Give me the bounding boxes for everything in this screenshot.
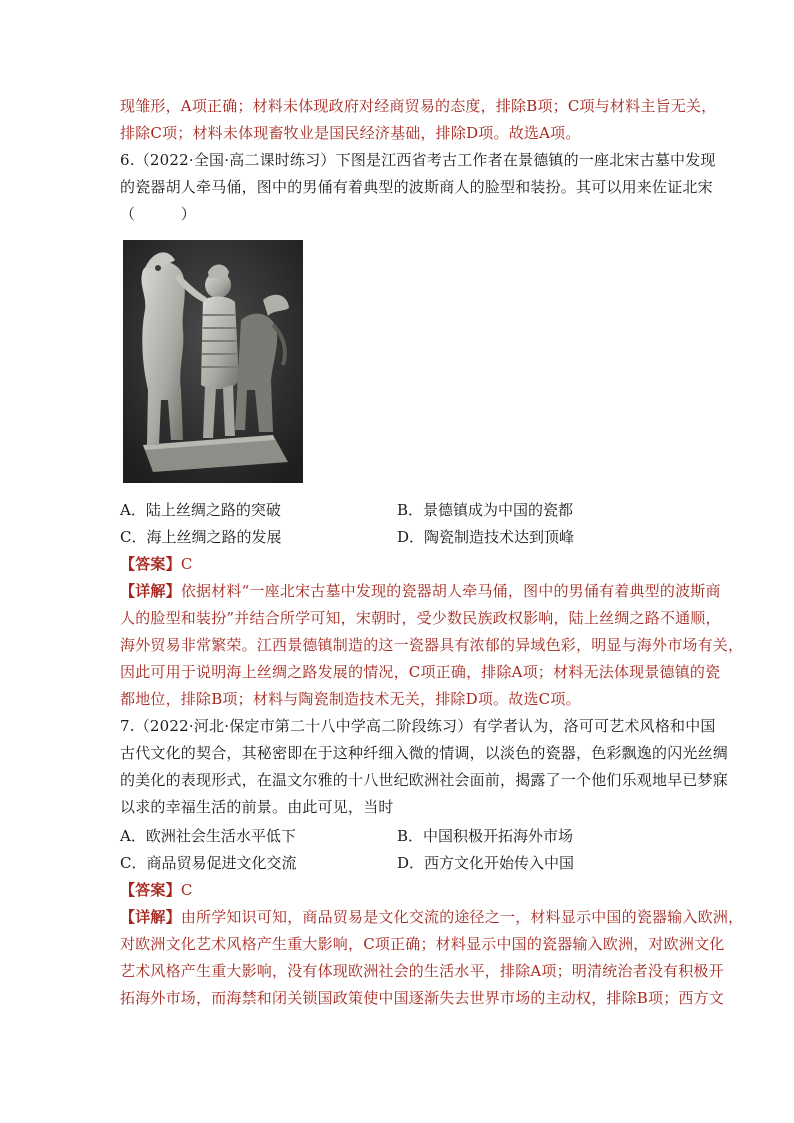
question-7-detail-line-4: 拓海外市场，而海禁和闭关锁国政策使中国逐渐失去世界市场的主动权，排除B项；西方文 [120,989,725,1007]
question-6-stem-line-1: 6.（2022·全国·高二课时练习）下图是江西省考古工作者在景德镇的一座北宋古墓中发现 [120,151,716,169]
question-7-detail-line-3: 艺术风格产生重大影响，没有体现欧洲社会的生活水平，排除A项；明清统治者没有积极开 [120,962,724,980]
question-6-detail-line-5: 都地位，排除B项；材料与陶瓷制造技术无关，排除D项。故选C项。 [120,690,581,708]
question-6-stem-line-2: 的瓷器胡人牵马俑，图中的男俑有着典型的波斯商人的脸型和装扮。其可以用来佐证北宋 [120,178,713,196]
question-7-stem-line-1: 7.（2022·河北·保定市第二十八中学高二阶段练习）有学者认为，洛可可艺术风格和中国 [120,717,716,735]
question-7-stem-line-3: 的美化的表现形式，在温文尔雅的十八世纪欧洲社会面前，揭露了一个他们乐观地早已梦寐 [120,771,729,789]
question-7-option-b: B．中国积极开拓海外市场 [397,827,574,845]
question-6-option-b: B．景德镇成为中国的瓷都 [397,501,574,519]
question-6-answer [120,551,680,578]
answer-label: 【答案】 [120,555,181,573]
detail-label: 【详解】 [120,582,181,600]
detail-text: 由所学知识可知，商品贸易是文化交流的途径之一，材料显示中国的瓷器输入欧洲， [180,908,744,926]
question-6-detail-line-1 [120,578,721,605]
question-7-option-a: A．欧洲社会生活水平低下 [120,827,296,845]
question-6-blank: （ ） [120,205,197,223]
ceramic-figurine-photo-icon [123,240,303,483]
detail-label: 【详解】 [120,908,181,926]
question-7-option-c: C．商品贸易促进文化交流 [120,854,297,872]
answer-value: C [180,555,193,573]
question-6-option-d: D．陶瓷制造技术达到顶峰 [397,528,575,546]
question-6-option-a: A．陆上丝绸之路的突破 [120,501,281,519]
question-6-option-c: C．海上丝绸之路的发展 [120,528,282,546]
question-6-detail-line-2: 人的脸型和装扮”并结合所学可知，宋朝时，受少数民族政权影响，陆上丝绸之路不通顺， [120,609,721,627]
prev-explanation-line-2: 排除C项；材料未体现畜牧业是国民经济基础，排除D项。故选A项。 [120,124,581,142]
question-7-detail-line-1 [120,904,744,931]
figurine-photo [123,240,303,483]
question-7-stem-line-4: 以求的幸福生活的前景。由此可见，当时 [120,798,394,816]
answer-label: 【答案】 [120,881,181,899]
detail-text: 依据材料“一座北宋古墓中发现的瓷器胡人牵马俑，图中的男俑有着典型的波斯商 [180,582,721,600]
question-6-detail-line-3: 海外贸易非常繁荣。江西景德镇制造的这一瓷器具有浓郁的异域色彩，明显与海外市场有关， [120,636,744,654]
question-7-option-d: D．西方文化开始传入中国 [397,854,575,872]
question-6-detail-line-4: 因此可用于说明海上丝绸之路发展的情况，C项正确，排除A项；材料无法体现景德镇的瓷 [120,663,721,681]
question-7-detail-line-2: 对欧洲文化艺术风格产生重大影响，C项正确；材料显示中国的瓷器输入欧洲，对欧洲文化 [120,935,725,953]
question-7-answer [120,877,680,904]
question-7-stem-line-2: 古代文化的契合，其秘密即在于这种纤细入微的情调，以淡色的瓷器，色彩飘逸的闪光丝绸 [120,744,729,762]
answer-value: C [180,881,193,899]
prev-explanation-line-1: 现雏形，A项正确；材料未体现政府对经商贸易的态度，排除B项；C项与材料主旨无关， [120,97,717,115]
